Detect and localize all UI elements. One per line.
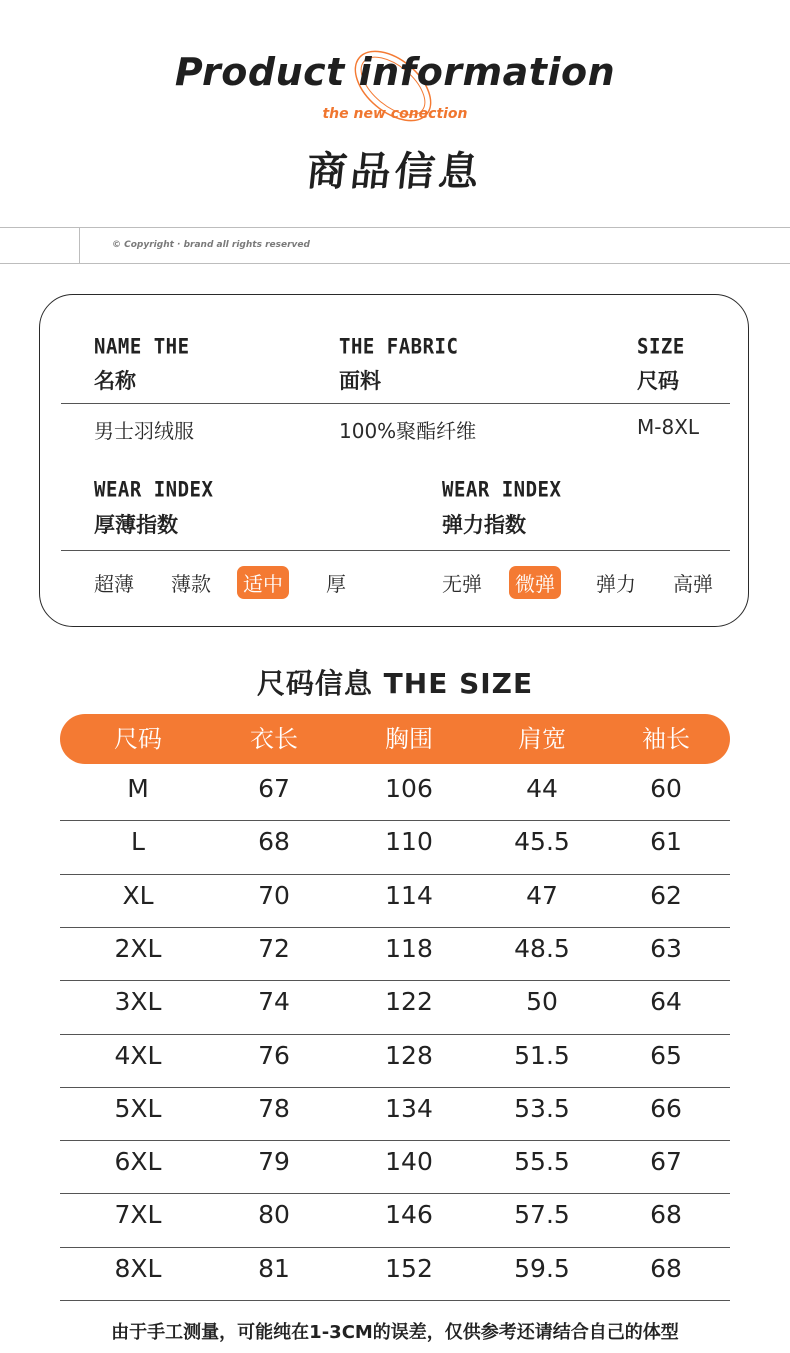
table-cell: M [127, 774, 149, 803]
table-cell: 68 [650, 1200, 682, 1229]
elastic-option-selected: 微弹 [509, 566, 561, 599]
size-table-header [60, 714, 730, 764]
size-label-en: SIZE [637, 335, 685, 360]
divider [61, 550, 730, 551]
table-cell: 65 [650, 1041, 682, 1070]
table-cell: 106 [385, 774, 433, 803]
table-cell: 2XL [114, 934, 162, 963]
table-cell: 8XL [114, 1254, 162, 1283]
elastic-option: 弹力 [596, 572, 636, 596]
table-cell: 63 [650, 934, 682, 963]
divider [0, 263, 790, 264]
copyright-text: © Copyright · brand all rights reserved [112, 240, 310, 250]
table-cell: 76 [258, 1041, 290, 1070]
divider [61, 403, 730, 404]
table-cell: 74 [258, 987, 290, 1016]
table-cell: 4XL [114, 1041, 162, 1070]
thickness-label-cn: 厚薄指数 [94, 513, 178, 537]
table-cell: 51.5 [514, 1041, 570, 1070]
table-cell: 140 [385, 1147, 433, 1176]
table-cell: 78 [258, 1094, 290, 1123]
table-cell: 79 [258, 1147, 290, 1176]
table-cell: 110 [385, 827, 433, 856]
fabric-label-en: THE FABRIC [339, 335, 459, 360]
row-divider [60, 980, 730, 981]
fabric-label-cn: 面料 [339, 369, 381, 393]
elastic-label-cn: 弹力指数 [442, 513, 526, 537]
size-label-cn: 尺码 [637, 369, 679, 393]
table-cell: 47 [526, 881, 558, 910]
row-divider [60, 1247, 730, 1248]
name-value: 男士羽绒服 [94, 419, 194, 443]
thickness-option-selected: 适中 [237, 566, 289, 599]
row-divider [60, 1193, 730, 1194]
table-cell: 152 [385, 1254, 433, 1283]
table-cell: 134 [385, 1094, 433, 1123]
thickness-label-en: WEAR INDEX [94, 478, 214, 503]
divider [79, 227, 80, 264]
divider [0, 227, 790, 228]
table-cell: XL [122, 881, 154, 910]
table-cell: 44 [526, 774, 558, 803]
table-cell: 80 [258, 1200, 290, 1229]
table-cell: 146 [385, 1200, 433, 1229]
table-cell: 48.5 [514, 934, 570, 963]
table-cell: 128 [385, 1041, 433, 1070]
table-cell: 59.5 [514, 1254, 570, 1283]
table-cell: 67 [258, 774, 290, 803]
table-cell: 67 [650, 1147, 682, 1176]
thickness-option: 薄款 [171, 572, 211, 596]
row-divider [60, 1034, 730, 1035]
table-cell: 45.5 [514, 827, 570, 856]
table-cell: 53.5 [514, 1094, 570, 1123]
row-divider [60, 1087, 730, 1088]
table-cell: 66 [650, 1094, 682, 1123]
table-cell: 60 [650, 774, 682, 803]
size-value: M-8XL [637, 415, 700, 439]
thickness-option: 超薄 [94, 572, 134, 596]
table-cell: 55.5 [514, 1147, 570, 1176]
table-cell: 72 [258, 934, 290, 963]
table-cell: 3XL [114, 987, 162, 1016]
table-cell: 50 [526, 987, 558, 1016]
thickness-option: 厚 [326, 572, 346, 596]
table-cell: 81 [258, 1254, 290, 1283]
row-divider [60, 1140, 730, 1141]
table-cell: 68 [258, 827, 290, 856]
column-header: 胸围 [385, 725, 433, 753]
page-title-cn: 商品信息 [304, 149, 486, 195]
column-header: 尺码 [114, 725, 162, 753]
table-cell: 6XL [114, 1147, 162, 1176]
elastic-option: 高弹 [673, 572, 713, 596]
page-subtitle: the new conection [322, 106, 468, 122]
row-divider [60, 1300, 730, 1301]
page-title-en: Product information [174, 50, 616, 94]
table-cell: L [131, 827, 145, 856]
row-divider [60, 874, 730, 875]
table-cell: 57.5 [514, 1200, 570, 1229]
column-header: 袖长 [642, 725, 690, 753]
row-divider [60, 927, 730, 928]
column-header: 肩宽 [518, 725, 566, 753]
elastic-label-en: WEAR INDEX [442, 478, 562, 503]
elastic-option: 无弹 [442, 572, 482, 596]
table-cell: 70 [258, 881, 290, 910]
table-cell: 118 [385, 934, 433, 963]
table-cell: 7XL [114, 1200, 162, 1229]
table-cell: 114 [385, 881, 433, 910]
name-label-cn: 名称 [94, 369, 136, 393]
table-cell: 62 [650, 881, 682, 910]
measurement-note: 由于手工测量，可能纯在1-3CM的误差，仅供参考还请结合自己的体型 [111, 1322, 679, 1343]
table-cell: 68 [650, 1254, 682, 1283]
table-cell: 122 [385, 987, 433, 1016]
size-table-title: 尺码信息 THE SIZE [256, 667, 534, 700]
table-cell: 64 [650, 987, 682, 1016]
table-cell: 61 [650, 827, 682, 856]
name-label-en: NAME THE [94, 335, 190, 360]
fabric-value: 100%聚酯纤维 [339, 419, 477, 443]
table-cell: 5XL [114, 1094, 162, 1123]
row-divider [60, 820, 730, 821]
column-header: 衣长 [250, 725, 298, 753]
